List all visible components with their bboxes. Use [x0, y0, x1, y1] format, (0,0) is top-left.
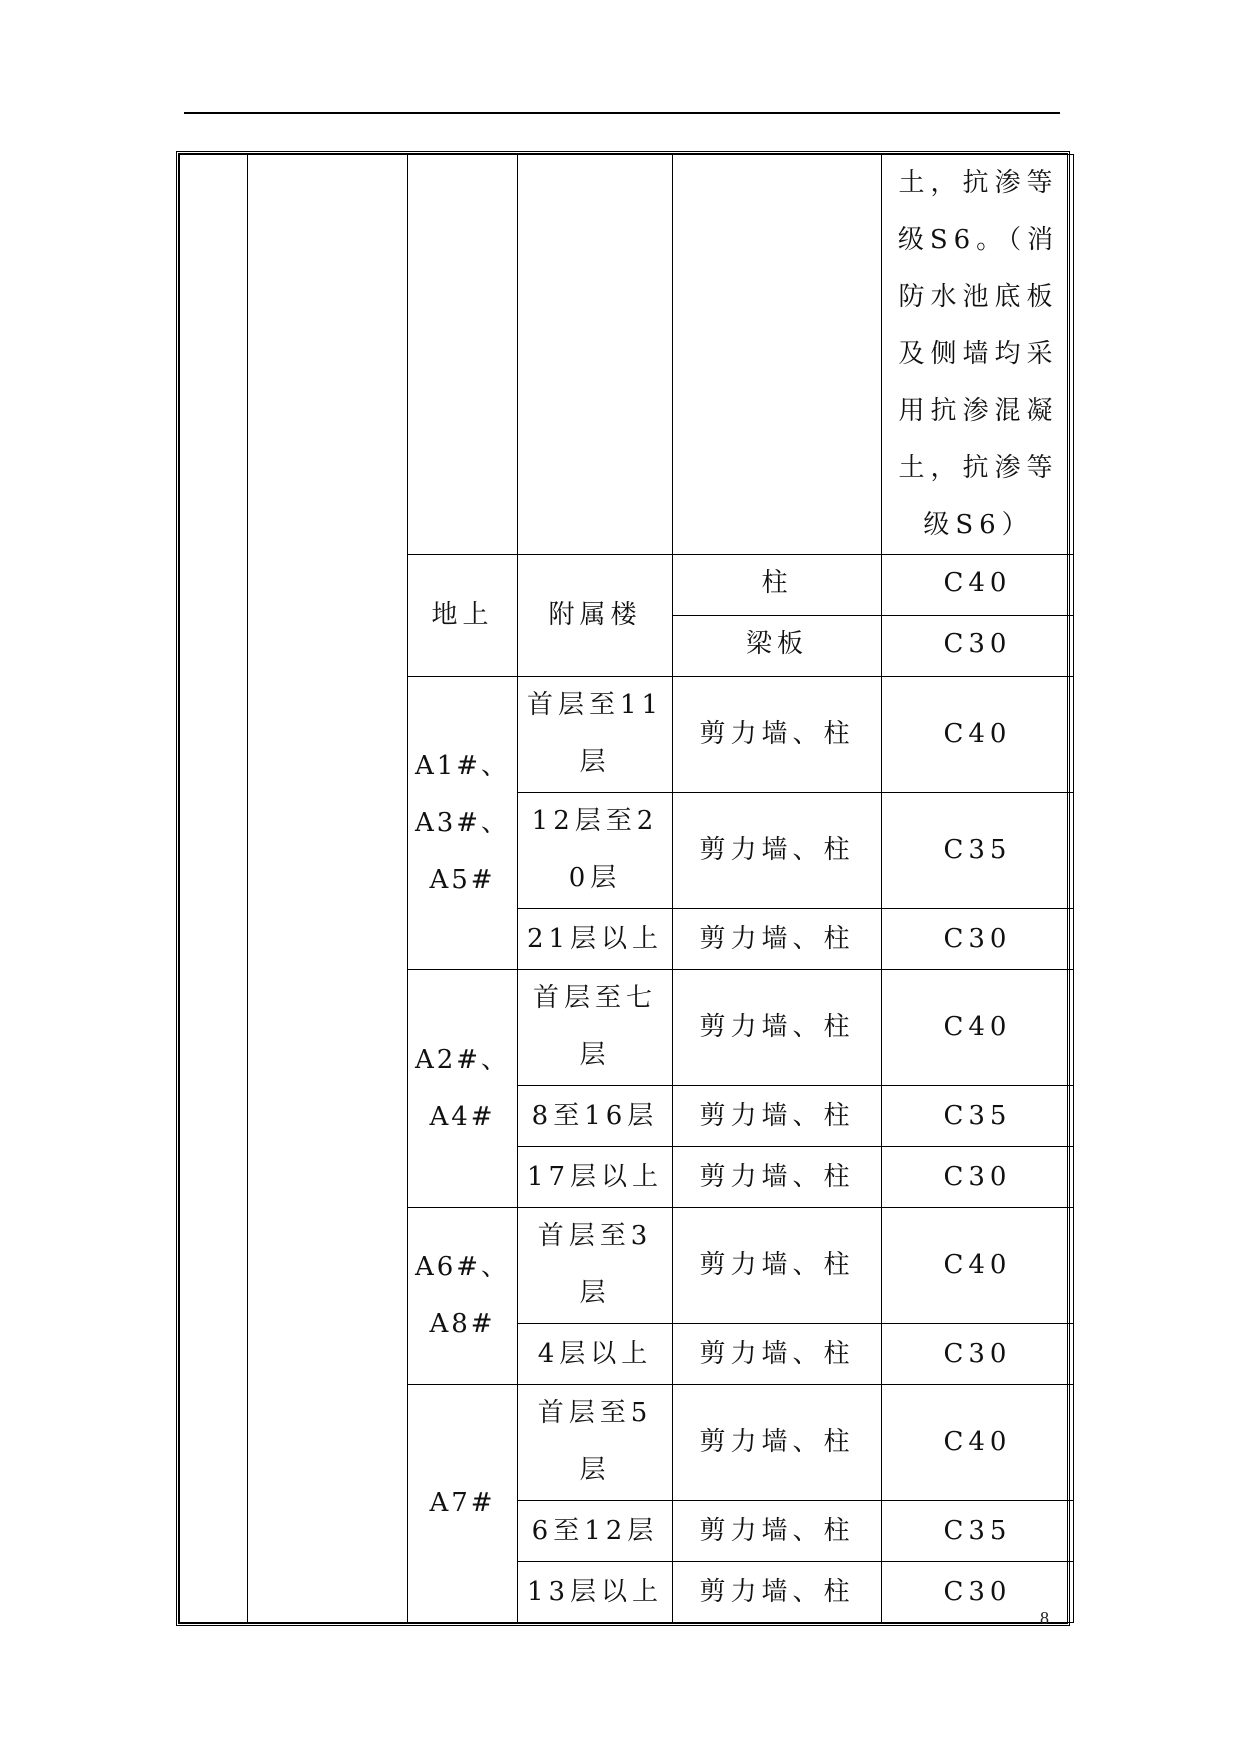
floor-range-cell: 6至12层 [518, 1501, 673, 1562]
member-cell: 剪力墙、柱 [673, 1385, 882, 1501]
annex-building-label: 附属楼 [518, 555, 673, 677]
floor-range-cell: 首层至5层 [518, 1385, 673, 1501]
member-cell: 剪力墙、柱 [673, 793, 882, 909]
floor-range-cell: 首层至11层 [518, 677, 673, 793]
floor-range-cell: 首层至3层 [518, 1208, 673, 1324]
floor-range-cell: 首层至七层 [518, 970, 673, 1086]
building-group-label: A1#、A3#、A5# [408, 677, 518, 970]
grade-cell: C30 [882, 909, 1074, 970]
floor-range-cell: 13层以上 [518, 1562, 673, 1623]
floor-range-cell: 8至16层 [518, 1086, 673, 1147]
member-cell: 剪力墙、柱 [673, 1501, 882, 1562]
building-group-label: A2#、A4# [408, 970, 518, 1208]
continued-note-cell: 土，抗渗等级S6。（消防水池底板及侧墙均采用抗渗混凝土，抗渗等级S6） [882, 155, 1074, 555]
building-group-label: A7# [408, 1385, 518, 1623]
concrete-grade-table-frame [176, 151, 1070, 1626]
member-cell-empty [673, 155, 882, 555]
grade-cell: C40 [882, 1208, 1074, 1324]
grade-cell: C30 [882, 1147, 1074, 1208]
concrete-grade-table [179, 154, 1074, 1623]
header-rule [184, 112, 1060, 114]
member-cell: 剪力墙、柱 [673, 909, 882, 970]
item-column-cell [248, 155, 408, 1623]
grade-cell: C35 [882, 1086, 1074, 1147]
member-cell: 柱 [673, 555, 882, 616]
grade-cell: C40 [882, 970, 1074, 1086]
member-cell: 剪力墙、柱 [673, 1147, 882, 1208]
page-number: 8 [1040, 1608, 1049, 1628]
category-cell-empty [408, 155, 518, 555]
grade-cell: C40 [882, 1385, 1074, 1501]
grade-cell: C40 [882, 677, 1074, 793]
member-cell: 剪力墙、柱 [673, 1208, 882, 1324]
floor-range-cell: 12层至20层 [518, 793, 673, 909]
floor-range-cell: 21层以上 [518, 909, 673, 970]
building-cell-empty [518, 155, 673, 555]
floor-range-cell: 17层以上 [518, 1147, 673, 1208]
building-group-label: A6#、A8# [408, 1208, 518, 1385]
grade-cell: C40 [882, 555, 1074, 616]
index-column-cell [180, 155, 248, 1623]
above-ground-label: 地上 [408, 555, 518, 677]
grade-cell: C35 [882, 1501, 1074, 1562]
grade-cell: C35 [882, 793, 1074, 909]
member-cell: 剪力墙、柱 [673, 1562, 882, 1623]
member-cell: 剪力墙、柱 [673, 1324, 882, 1385]
member-cell: 剪力墙、柱 [673, 970, 882, 1086]
floor-range-cell: 4层以上 [518, 1324, 673, 1385]
member-cell: 梁板 [673, 616, 882, 677]
grade-cell: C30 [882, 1562, 1074, 1623]
member-cell: 剪力墙、柱 [673, 677, 882, 793]
grade-cell: C30 [882, 1324, 1074, 1385]
member-cell: 剪力墙、柱 [673, 1086, 882, 1147]
grade-cell: C30 [882, 616, 1074, 677]
